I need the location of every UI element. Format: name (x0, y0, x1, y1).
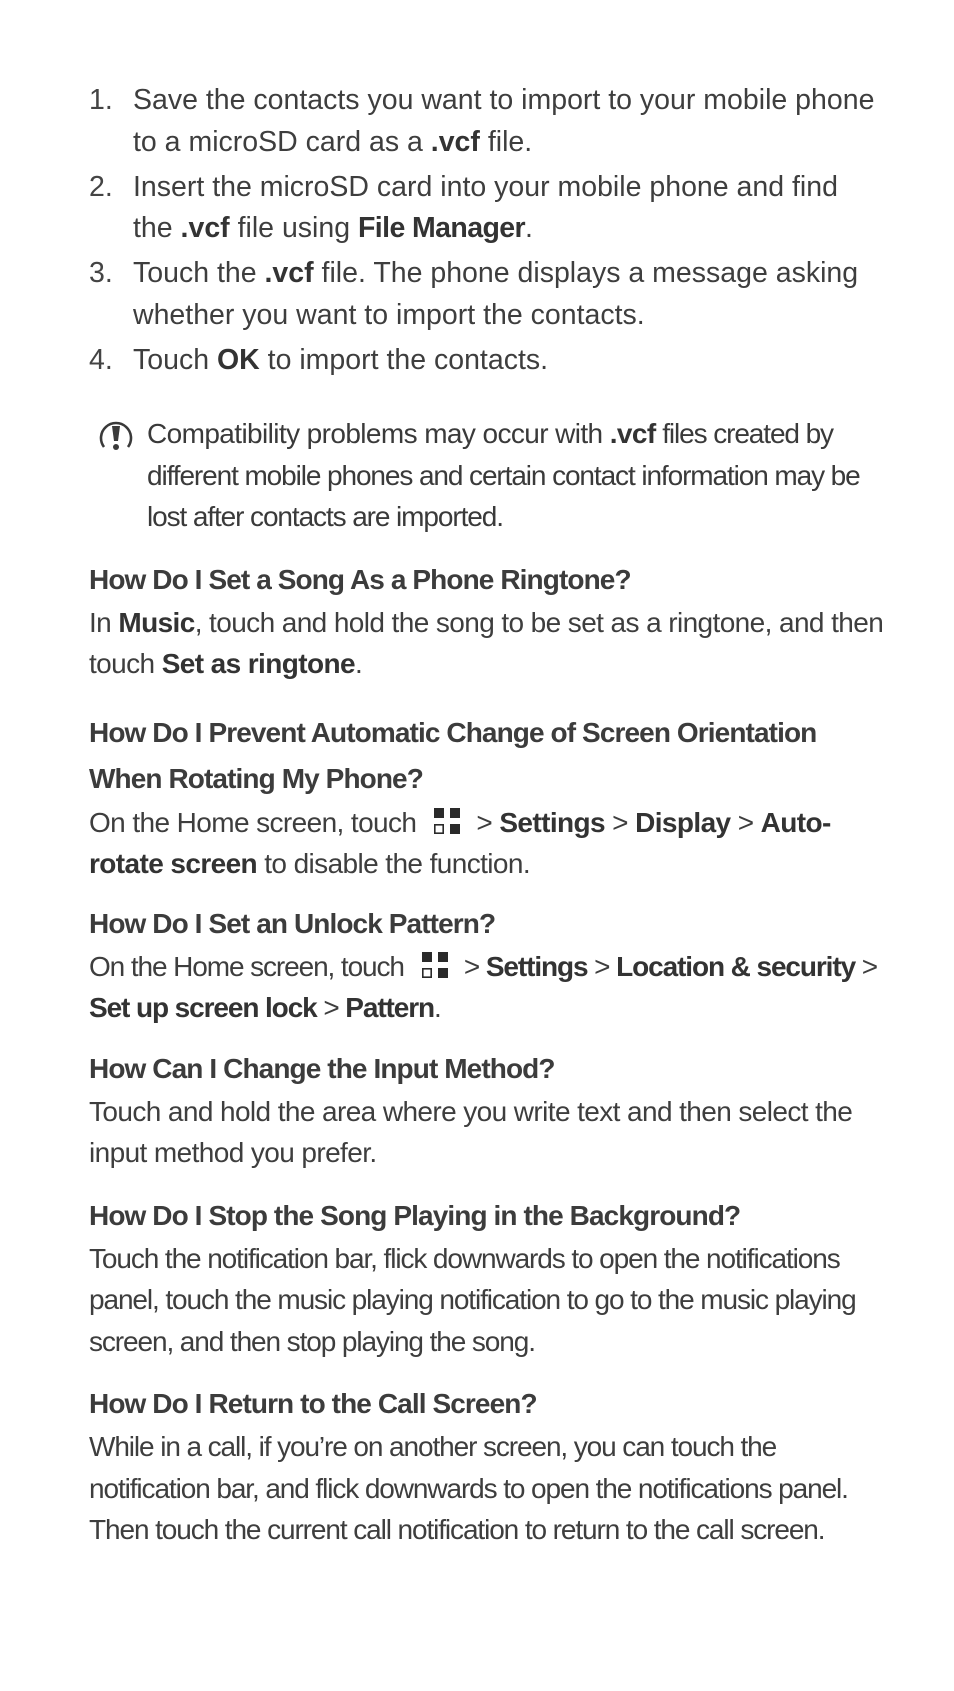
step-item: 2. Insert the microSD card into your mobile phone and find the .vcf file using File Manager. (89, 167, 884, 250)
faq-answer-orientation: On the Home screen, touch > Settings > Display > Auto-rotate screen to disable the function. (89, 806, 831, 879)
faq-answer-input-method: Touch and hold the area where you write text and then select the input method you prefer. (89, 1095, 853, 1168)
step-number: 3. (89, 257, 113, 289)
step-number: 2. (89, 170, 113, 203)
faq-heading-stop-song: How Do I Stop the Song Playing in the Background? (89, 1199, 741, 1231)
faq-answer-stop-song: Touch the notification bar, flick downwards to open the notifications panel, touch the music playing notification to go to the music playing screen, and then stop playing the song. (89, 1242, 856, 1357)
app-launcher-icon (432, 807, 462, 835)
step-number: 1. (89, 84, 113, 116)
note-text: Compatibility problems may occur with .vcf files created by different mobile phones and certain contact information may be lost after contacts are imported. (147, 418, 860, 532)
step-number: 4. (89, 343, 113, 376)
faq-heading-orientation: How Do I Prevent Automatic Change of Screen Orientation When Rotating My Phone? (89, 716, 817, 794)
faq-answer-unlock-pattern: On the Home screen, touch > Settings > Location & security > Set up screen lock > Pattern. (89, 950, 877, 1023)
faq-heading-ringtone: How Do I Set a Song As a Phone Ringtone? (89, 563, 631, 595)
faq-answer-call-screen: While in a call, if you’re on another screen, you can touch the notification bar, and flick downwards to open the notifications panel. Then touch the current call notification to return to the call screen. (89, 1431, 848, 1545)
caution-icon (96, 417, 136, 455)
import-steps (89, 80, 884, 381)
step-item: 1. Save the contacts you want to import to your mobile phone to a microSD card as a .vcf file. (89, 80, 884, 163)
step-item: 4. Touch OK to import the contacts. (89, 340, 884, 382)
faq-heading-unlock-pattern: How Do I Set an Unlock Pattern? (89, 907, 496, 939)
compatibility-note (89, 413, 884, 538)
faq-answer-ringtone: In Music, touch and hold the song to be set as a ringtone, and then touch Set as ringtone. (89, 606, 884, 679)
faq-heading-call-screen: How Do I Return to the Call Screen? (89, 1388, 537, 1419)
step-item: 3. Touch the .vcf file. The phone displays a message asking whether you want to import the contacts. (89, 253, 884, 336)
app-launcher-icon (420, 951, 450, 979)
faq-heading-input-method: How Can I Change the Input Method? (89, 1052, 555, 1084)
page-content (89, 80, 884, 1551)
